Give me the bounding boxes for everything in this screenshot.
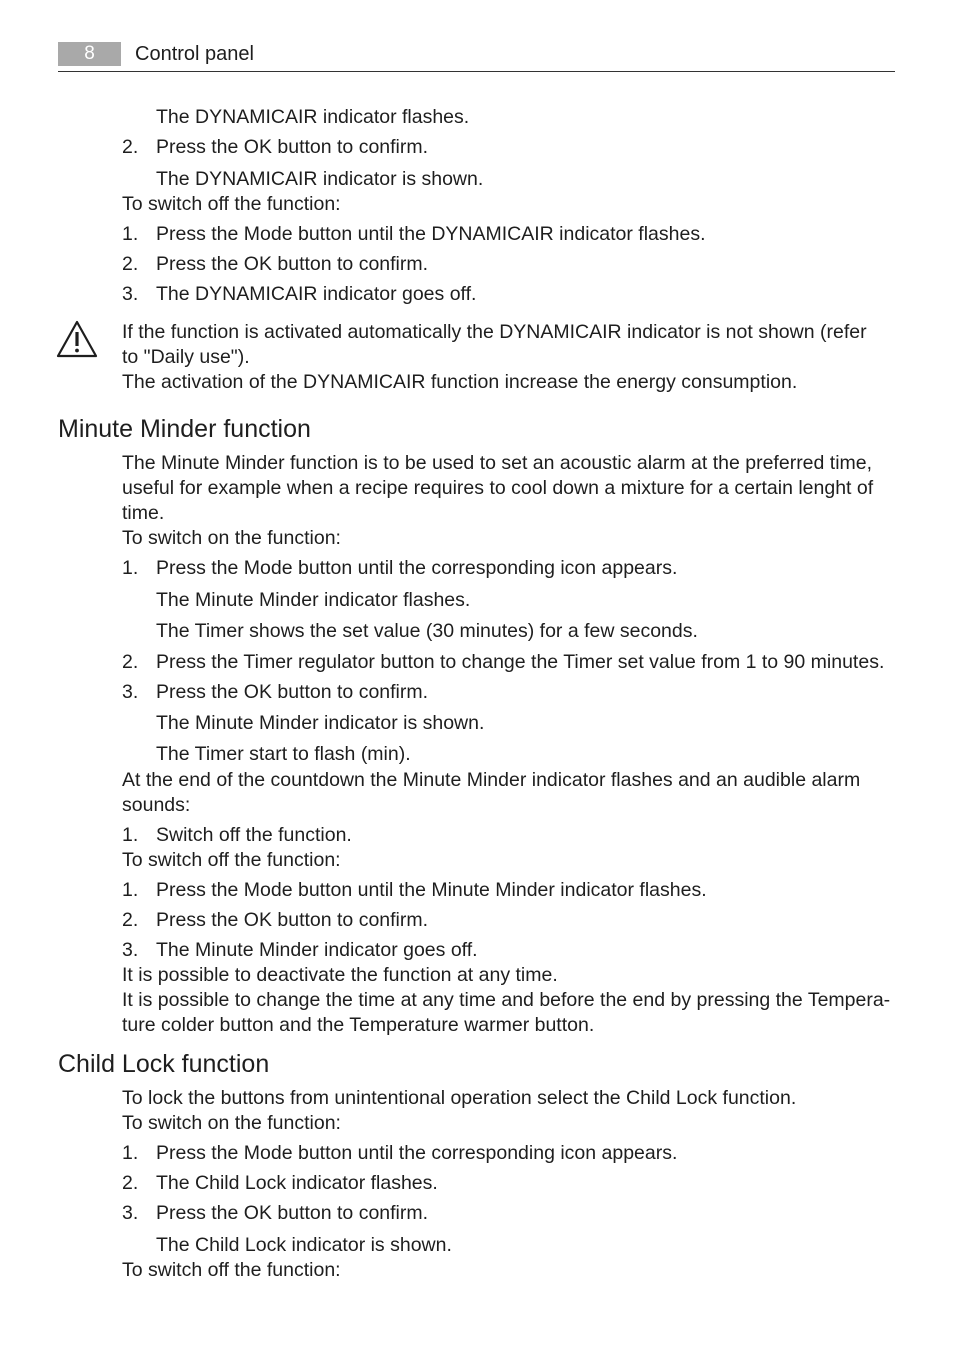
step-text: Press the OK button to confirm. — [156, 909, 429, 931]
step-number: 3. — [122, 939, 139, 961]
step-number: 2. — [122, 253, 139, 275]
step-number: 3. — [122, 681, 139, 703]
step-text: Press the Mode button until the corresponding icon appears. — [156, 1142, 678, 1164]
step-number: 2. — [122, 909, 139, 931]
step-number: 3. — [122, 283, 139, 305]
step-text: Press the OK button to confirm. — [156, 1202, 429, 1224]
step-number: 2. — [122, 136, 139, 158]
step-number: 2. — [122, 1172, 139, 1194]
page-header — [58, 42, 895, 72]
section-heading: Minute Minder function — [58, 415, 311, 443]
page-number: 8 — [58, 42, 121, 66]
text-line: The Timer shows the set value (30 minutes) for a few seconds. — [156, 620, 698, 642]
text-line: time. — [122, 502, 165, 524]
step-number: 1. — [122, 557, 139, 579]
warning-text: The activation of the DYNAMICAIR function increase the energy consumption. — [122, 371, 798, 393]
text-line: sounds: — [122, 794, 191, 816]
step-number: 2. — [122, 651, 139, 673]
text-line: The DYNAMICAIR indicator is shown. — [156, 168, 484, 190]
step-number: 3. — [122, 1202, 139, 1224]
warning-text: to "Daily use"). — [122, 346, 250, 368]
step-number: 1. — [122, 223, 139, 245]
text-line: The Timer start to flash (min). — [156, 743, 411, 765]
section-heading: Child Lock function — [58, 1050, 270, 1078]
step-text: The Minute Minder indicator goes off. — [156, 939, 478, 961]
step-text: The Child Lock indicator flashes. — [156, 1172, 438, 1194]
text-line: To switch on the function: — [122, 1112, 341, 1134]
text-line: useful for example when a recipe requires to cool down a mixture for a certain lenght of — [122, 477, 874, 499]
text-line: It is possible to change the time at any time and before the end by pressing the Tempera- — [122, 989, 891, 1011]
text-line: The Child Lock indicator is shown. — [156, 1234, 452, 1256]
warning-text: If the function is activated automatically the DYNAMICAIR indicator is not shown (refer — [122, 321, 867, 343]
header-section-title: Control panel — [135, 43, 254, 65]
step-text: Press the Mode button until the DYNAMICAIR indicator flashes. — [156, 223, 706, 245]
text-line: The DYNAMICAIR indicator flashes. — [156, 106, 470, 128]
text-line: The Minute Minder indicator flashes. — [156, 589, 471, 611]
step-text: Press the OK button to confirm. — [156, 681, 429, 703]
step-number: 1. — [122, 1142, 139, 1164]
text-line: To switch on the function: — [122, 527, 341, 549]
step-text: Press the Mode button until the corresponding icon appears. — [156, 557, 678, 579]
step-text: Press the OK button to confirm. — [156, 136, 429, 158]
text-line: The Minute Minder indicator is shown. — [156, 712, 485, 734]
warning-triangle-icon — [56, 320, 98, 358]
text-line: To lock the buttons from unintentional operation select the Child Lock function. — [122, 1087, 797, 1109]
text-line: To switch off the function: — [122, 849, 341, 871]
step-text: Switch off the function. — [156, 824, 352, 846]
text-line: To switch off the function: — [122, 193, 341, 215]
text-line: To switch off the function: — [122, 1259, 341, 1281]
step-text: The DYNAMICAIR indicator goes off. — [156, 283, 477, 305]
step-number: 1. — [122, 824, 139, 846]
step-text: Press the Mode button until the Minute Minder indicator flashes. — [156, 879, 707, 901]
step-text: Press the OK button to confirm. — [156, 253, 429, 275]
text-line: At the end of the countdown the Minute Minder indicator flashes and an audible alarm — [122, 769, 861, 791]
step-text: Press the Timer regulator button to change the Timer set value from 1 to 90 minutes. — [156, 651, 885, 673]
text-line: ture colder button and the Temperature warmer button. — [122, 1014, 595, 1036]
step-number: 1. — [122, 879, 139, 901]
text-line: It is possible to deactivate the function at any time. — [122, 964, 558, 986]
text-line: The Minute Minder function is to be used to set an acoustic alarm at the preferred time, — [122, 452, 873, 474]
